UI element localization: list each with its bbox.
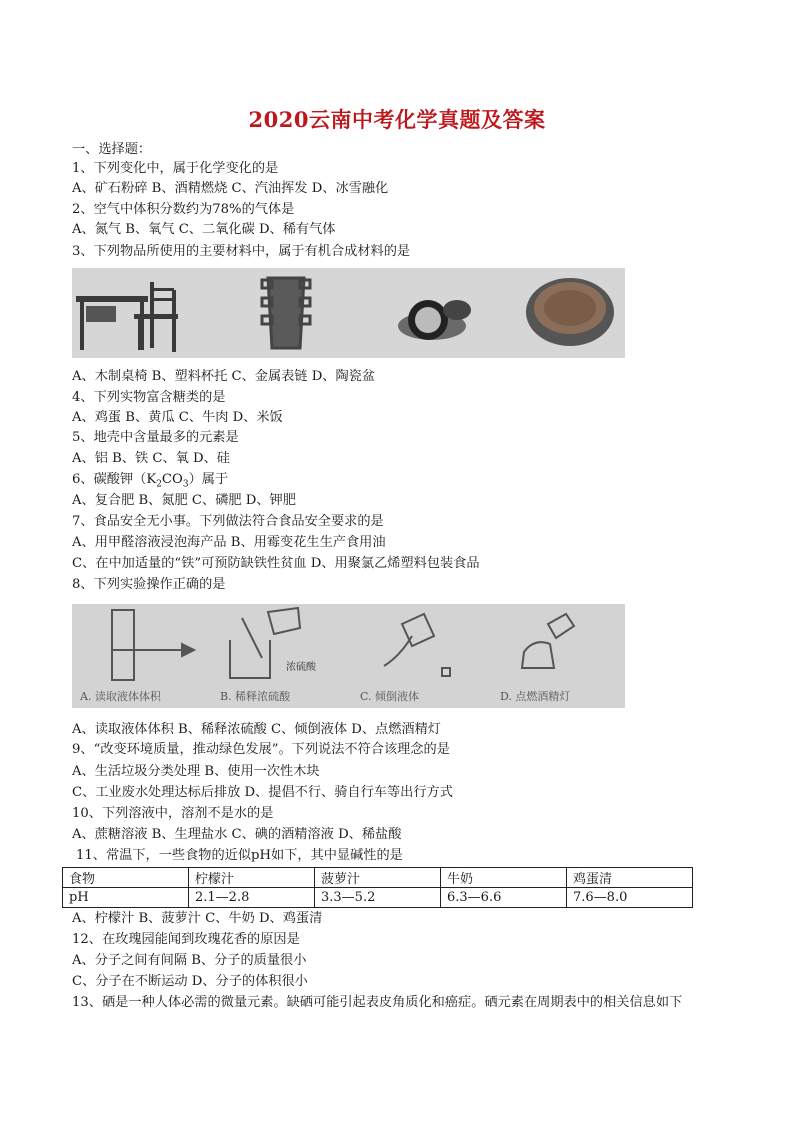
q8-label-c: C. 倾倒液体 [360, 690, 420, 703]
q6-stem: 6、碳酸钾$(K_2CO_3)$属于 [72, 472, 229, 490]
page-title: 2020云南中考化学真题及答案 [248, 107, 546, 132]
q3-photo [72, 268, 625, 358]
section-heading: 一、选择题： [72, 142, 152, 157]
q1-options: A、矿石粉碎 B、酒精燃烧 C、汽油挥发 D、冰雪融化 [72, 181, 389, 196]
q2-stem: 2、空气中体积分数约为78%的气体是 [72, 202, 295, 217]
table-cell: 柠檬汁 [189, 868, 315, 888]
table-cell: 牛奶 [441, 868, 567, 888]
q8-options: A、读取液体体积 B、稀释浓硫酸 C、倾倒液体 D、点燃酒精灯 [72, 722, 441, 737]
q6-options: A、复合肥 B、氮肥 C、磷肥 D、钾肥 [72, 493, 296, 508]
q9-stem: 9、“改变环境质量，推动绿色发展”。下列说法不符合该理念的是 [72, 742, 450, 757]
q10-stem: 10、下列溶液中，溶剂不是水的是 [72, 806, 274, 821]
q8-photo [72, 604, 625, 708]
q8-label-b: B. 稀释浓硫酸 [220, 690, 291, 703]
q11-stem: 11、常温下，一些食物的近似pH如下，其中显碱性的是 [76, 848, 403, 863]
q8-label-a: A. 读取液体体积 [80, 690, 161, 703]
q7-stem: 7、食品安全无小事。下列做法符合食品安全要求的是 [72, 514, 384, 529]
q3-stem: 3、下列物品所使用的主要材料中，属于有机合成材料的是 [72, 244, 411, 259]
q7-options-ab: A、用甲醛溶液浸泡海产品 B、用霉变花生生产食用油 [72, 535, 386, 550]
ceramic-bowl-image [526, 278, 614, 346]
table-row [63, 888, 693, 908]
q8-stem: 8、下列实验操作正确的是 [72, 577, 226, 592]
q10-options: A、蔗糖溶液 B、生理盐水 C、碘的酒精溶液 D、稀盐酸 [72, 827, 402, 842]
q5-stem: 5、地壳中含量最多的元素是 [72, 430, 239, 445]
q12-options-cd: C、分子在不断运动 D、分子的体积很小 [72, 974, 308, 989]
q4-options: A、鸡蛋 B、黄瓜 C、牛肉 D、米饭 [72, 410, 283, 425]
table-cell: 3.3—5.2 [315, 888, 441, 908]
table-cell: 食物 [63, 868, 189, 888]
table-cell: 6.3—6.6 [441, 888, 567, 908]
q13-stem: 13、硒是一种人体必需的微量元素。缺硒可能引起表皮角质化和癌症。硒元素在周期表中的相关信息如下 [72, 995, 683, 1010]
q12-stem: 12、在玫瑰园能闻到玫瑰花香的原因是 [72, 932, 300, 947]
q5-options: A、铝 B、铁 C、氧 D、硅 [72, 451, 230, 466]
q8-label-d: D. 点燃酒精灯 [500, 690, 571, 703]
q11-options: A、柠檬汁 B、菠萝汁 C、牛奶 D、鸡蛋清 [72, 911, 323, 926]
q3-options: A、木制桌椅 B、塑料杯托 C、金属表链 D、陶瓷盆 [72, 369, 376, 384]
table-row [63, 868, 693, 888]
q1-stem: 1、下列变化中，属于化学变化的是 [72, 161, 279, 176]
q8-inner-label: 浓硫酸 [286, 662, 316, 673]
table-cell: 7.6—8.0 [567, 888, 693, 908]
q7-options-cd: C、在中加适量的“铁”可预防缺铁性贫血 D、用聚氯乙烯塑料包装食品 [72, 556, 480, 571]
ph-table [62, 867, 693, 908]
q9-options-cd: C、工业废水处理达标后排放 D、提倡不行、骑自行车等出行方式 [72, 785, 453, 800]
q12-options-ab: A、分子之间有间隔 B、分子的质量很小 [72, 953, 307, 968]
table-cell: pH [63, 888, 189, 908]
table-cell: 鸡蛋清 [567, 868, 693, 888]
q2-options: A、氮气 B、氧气 C、二氧化碳 D、稀有气体 [72, 222, 336, 237]
table-cell: 菠萝汁 [315, 868, 441, 888]
q9-options-ab: A、生活垃圾分类处理 B、使用一次性木块 [72, 764, 320, 779]
table-cell: 2.1—2.8 [189, 888, 315, 908]
q4-stem: 4、下列实物富含糖类的是 [72, 390, 226, 405]
